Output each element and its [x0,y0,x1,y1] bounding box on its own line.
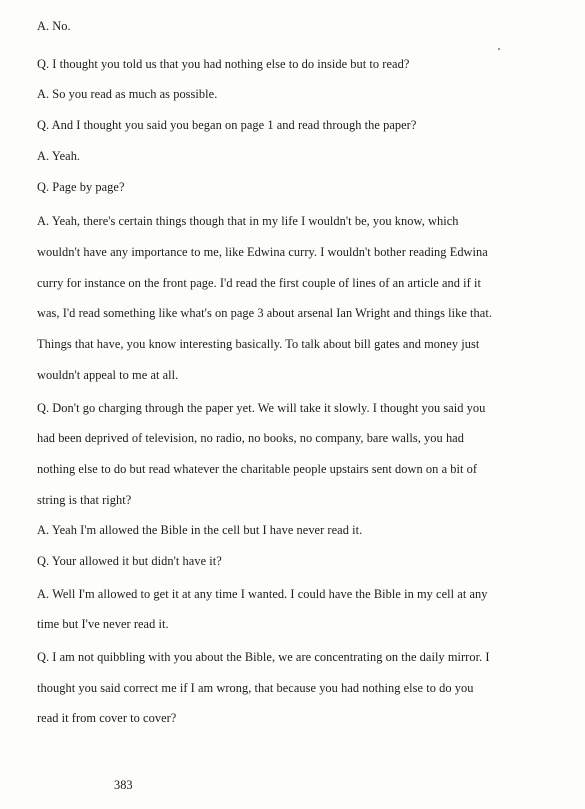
transcript-line: Q. Your allowed it but didn't have it? [37,554,222,568]
transcript-line: thought you said correct me if I am wrong, that because you had nothing else to do you [37,681,474,695]
scan-speck [498,48,500,50]
transcript-line: A. Yeah I'm allowed the Bible in the cell but I have never read it. [37,523,363,537]
transcript-line: Q. And I thought you said you began on page 1 and read through the paper? [37,118,417,132]
transcript-line: Things that have, you know interesting basically. To talk about bill gates and money just [37,337,480,351]
transcript-line: had been deprived of television, no radio, no books, no company, bare walls, you had [37,431,464,445]
transcript-line: string is that right? [37,493,132,507]
transcript-line: wouldn't have any importance to me, like Edwina curry. I wouldn't bother reading Edwina [37,245,488,259]
transcript-line: Q. I am not quibbling with you about the Bible, we are concentrating on the daily mirror. I [37,650,490,664]
transcript-line: read it from cover to cover? [37,711,177,725]
transcript-line: nothing else to do but read whatever the charitable people upstairs sent down on a bit of [37,462,478,476]
transcript-line: Q. I thought you told us that you had nothing else to do inside but to read? [37,57,410,71]
transcript-line: A. Well I'm allowed to get it at any time I wanted. I could have the Bible in my cell at any [37,587,488,601]
page-number: 383 [114,778,133,792]
transcript-line: A. So you read as much as possible. [37,87,218,101]
transcript-line: was, I'd read something like what's on page 3 about arsenal Ian Wright and things like that. [37,306,492,320]
transcript-line: Q. Page by page? [37,180,125,194]
transcript-line: Q. Don't go charging through the paper yet. We will take it slowly. I thought you said you [37,401,486,415]
transcript-line: curry for instance on the front page. I'd read the first couple of lines of an article and if it [37,276,481,290]
transcript-line: time but I've never read it. [37,617,169,631]
transcript-line: A. No. [37,19,71,33]
transcript-line: A. Yeah, there's certain things though that in my life I wouldn't be, you know, which [37,214,459,228]
transcript-line: A. Yeah. [37,149,81,163]
transcript-line: wouldn't appeal to me at all. [37,368,179,382]
